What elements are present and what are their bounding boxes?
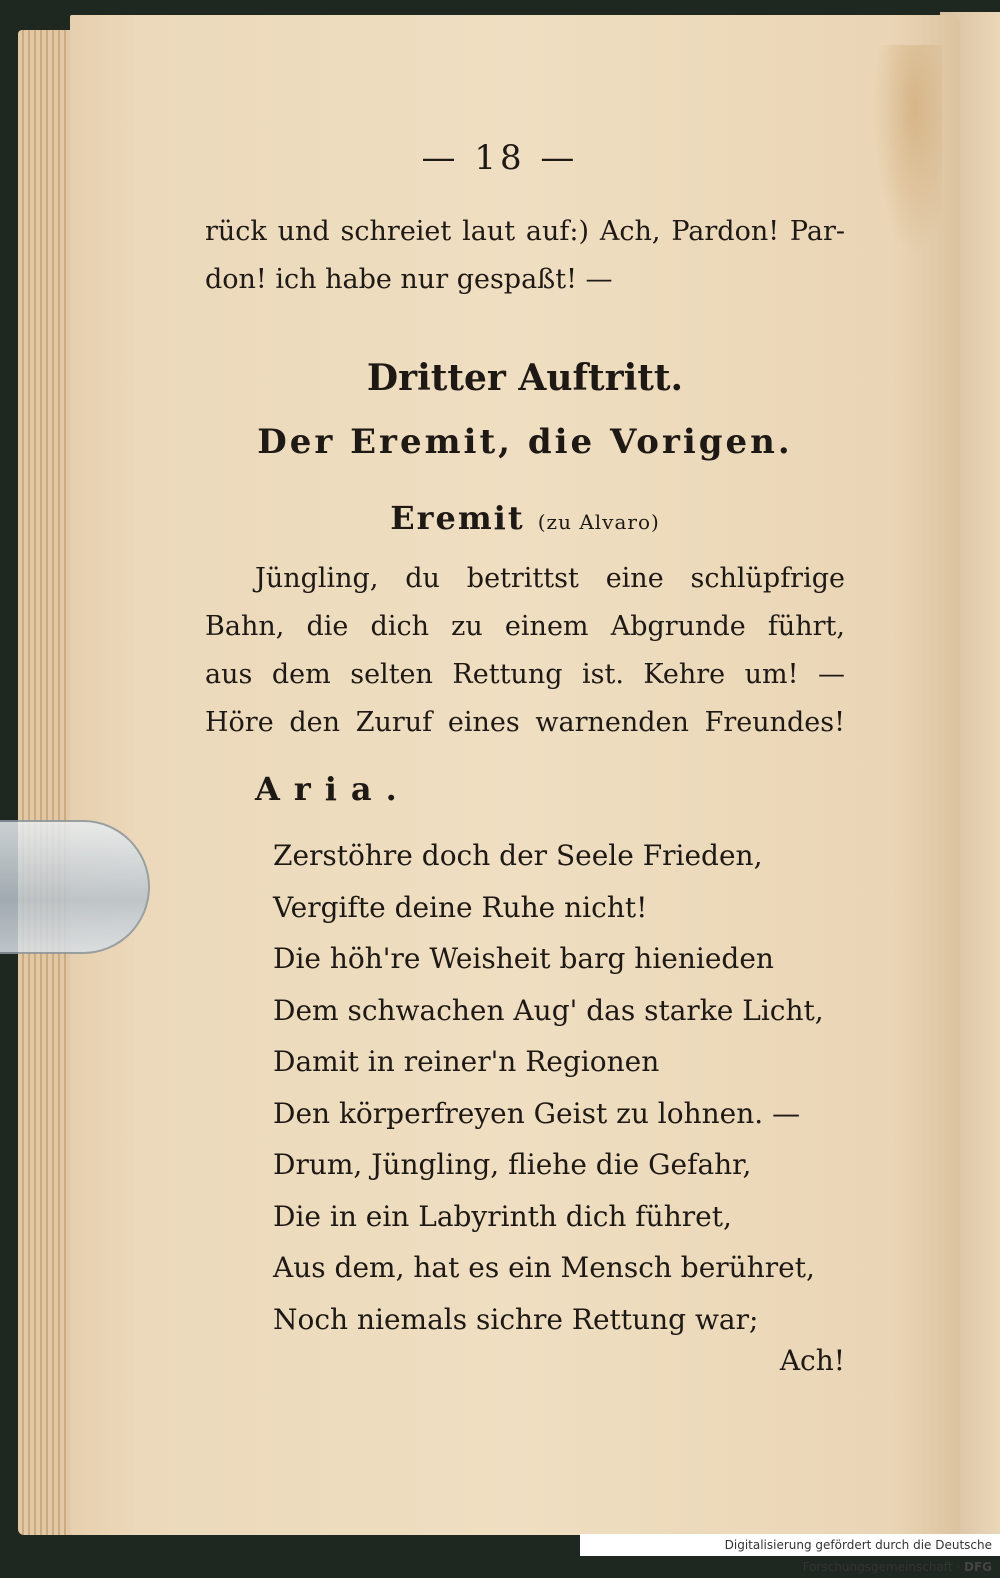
verse-line: Aus dem, hat es ein Mensch berühret, — [273, 1251, 815, 1284]
verse-line: Damit in reiner'n Regionen — [273, 1045, 660, 1078]
speaker-name: Eremit — [390, 499, 525, 537]
verse-line: Drum, Jüngling, fliehe die Gefahr, — [273, 1148, 752, 1181]
prose-top — [205, 208, 845, 304]
speaker-heading — [205, 490, 845, 550]
speech-line: aus dem selten Rettung ist. Kehre um! — — [205, 659, 845, 690]
page-clip — [0, 820, 150, 954]
verse-line: Die in ein Labyrinth dich führet, — [273, 1199, 732, 1233]
scene-heading: Dritter Auftritt. — [366, 357, 684, 399]
catchword: Ach! — [779, 1344, 845, 1377]
characters-line: Der Eremit, die Vorigen. — [257, 422, 793, 462]
stage-direction: (zu Alvaro) — [537, 510, 660, 534]
prose-line: rück und schreiet laut auf:) Ach, Pardon! Par- — [205, 216, 845, 247]
speech-line: Bahn, die dich zu einem Abgrunde führt, — [205, 611, 845, 642]
verse-line: Zerstöhre doch der Seele Frieden, — [273, 839, 763, 872]
speech-line: Höre den Zuruf eines warnenden Freundes! — [205, 707, 845, 738]
prose-line: don! ich habe nur gespaßt! — — [205, 264, 613, 295]
aria-verses — [205, 830, 845, 1345]
page-edge-stack — [18, 30, 78, 1535]
speech-line: Jüngling, du betrittst eine schlüpfrige — [255, 563, 845, 594]
aria-heading: Aria. — [255, 770, 411, 808]
verse-line: Den körperfreyen Geist zu lohnen. — — [273, 1096, 801, 1130]
digitization-footer — [580, 1534, 1000, 1574]
page-number: — 18 — — [421, 138, 579, 178]
verse-line: Vergifte deine Ruhe nicht! — [273, 890, 648, 924]
verse-line: Die höh're Weisheit barg hienieden — [273, 942, 774, 975]
paper-stain — [872, 45, 942, 255]
dfg-logo: DFG — [963, 1560, 992, 1574]
speech-block — [205, 555, 845, 747]
verse-line: Dem schwachen Aug' das starke Licht, — [273, 993, 824, 1027]
verse-line: Noch niemals sichre Rettung war; — [273, 1302, 759, 1336]
footer-text: Digitalisierung gefördert durch die Deutsche Forschungsgemeinschaft · — [724, 1538, 992, 1574]
